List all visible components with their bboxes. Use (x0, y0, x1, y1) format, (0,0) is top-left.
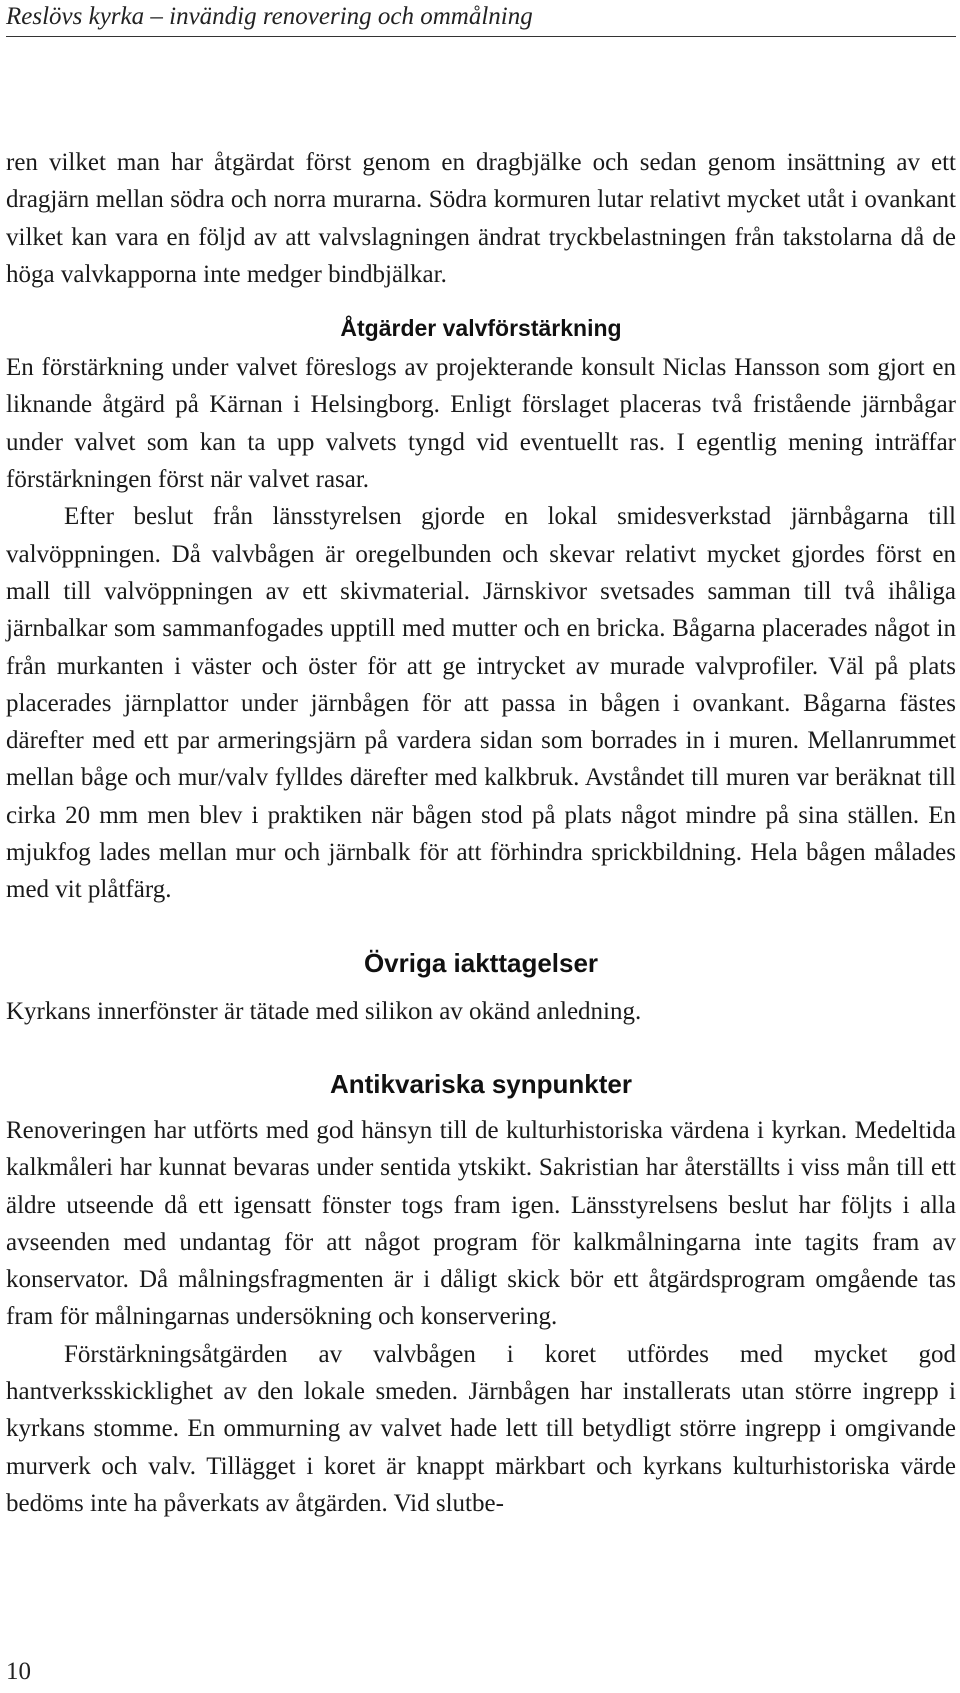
section-heading-antikvariska-synpunkter: Antikvariska synpunkter (329, 1068, 632, 1099)
page-number: 10 (6, 1658, 31, 1685)
running-header (6, 2, 956, 37)
body-paragraph: ren vilket man har åtgärdat först genom en dragbjälke och sedan genom insättning av ett dragjärn mellan södra och norra murarna. Södra kormuren lutar relativt mycket utåt i ovankant vilket kan vara en följd av att valvslagningen ändrat tryckbelastningen från takstolarna då de höga valvkapporna inte medger bindbjälkar. (6, 149, 956, 288)
body-paragraph: Renoveringen har utförts med god hänsyn till de kulturhistoriska värdena i kyrkan. Medeltida kalkmåleri har kunnat bevaras under sentida ytskikt. Sakristian har återställts i viss mån till ett äldre utseende då ett igensatt fönster togs fram igen. Länsstyrelsens beslut har följts i alla avseenden med undantag för att något program för kalkmålningarna inte tagits fram av konservator. Då målningsfragmenten är i dåligt skick bör ett åtgärdsprogram omgående tas fram för målningarnas undersökning och konservering. (6, 1116, 956, 1331)
body-paragraph: Förstärkningsåtgärden av valvbågen i koret utfördes med mycket god hantverksskicklighet av den lokale smeden. Järnbågen har installerats utan större ingrepp i kyrkans stomme. En ommurning av valvet hade lett till betydligt större ingrepp i omgivande murverk och valv. Tillägget i koret är knappt märkbart och kyrkans kulturhistoriska värde bedöms inte ha påverkats av åtgärden. Vid slutbe- (6, 1340, 956, 1517)
section-heading-ovriga-iakttagelser: Övriga iakttagelser (363, 947, 599, 978)
body-paragraph: Efter beslut från länsstyrelsen gjorde en lokal smidesverkstad järnbågarna till valvöppningen. Då valvbågen är oregelbunden och skevar relativt mycket gjordes först en mall till valvöppningen av ett skivmaterial. Järnskivor svetsades samman till två ihåliga järnbalkar som sammanfogades upptill med mutter och en bricka. Bågarna placerades något in från murkanten i väster och öster för att ge intrycket av murade valvprofiler. Väl på plats placerades järnplattor under järnbågen för att passa in bågen i ovankant. Bågarna fästes därefter med ett par armeringsjärn på vardera sidan som borrades in i muren. Mellanrummet mellan båge och mur/valv fylldes därefter med kalkbruk. Avståndet till muren var beräknat till cirka 20 mm men blev i praktiken när bågen stod på plats något mindre på sina ställen. En mjukfog lades mellan mur och järnbalk för att förhindra sprickbildning. Hela bågen målades med vit plåtfärg. (6, 503, 956, 904)
body-paragraph: En förstärkning under valvet föreslogs av projekterande konsult Niclas Hansson som gjort en liknande åtgärd på Kärnan i Helsingborg. Enligt förslaget placeras två fristående järnbågar under valvet som kan ta upp valvets tyngd vid eventuellt ras. I egentlig mening inträffar förstärkningen först när valvet rasar. (6, 354, 956, 494)
body-paragraph: Kyrkans innerfönster är tätade med silikon av okänd anledning. (6, 997, 642, 1025)
header-title: Reslövs kyrka – invändig renovering och ommålning (6, 3, 533, 30)
section-heading-valvforstarkning: Åtgärder valvförstärkning (340, 315, 622, 342)
page-body (6, 144, 956, 1522)
